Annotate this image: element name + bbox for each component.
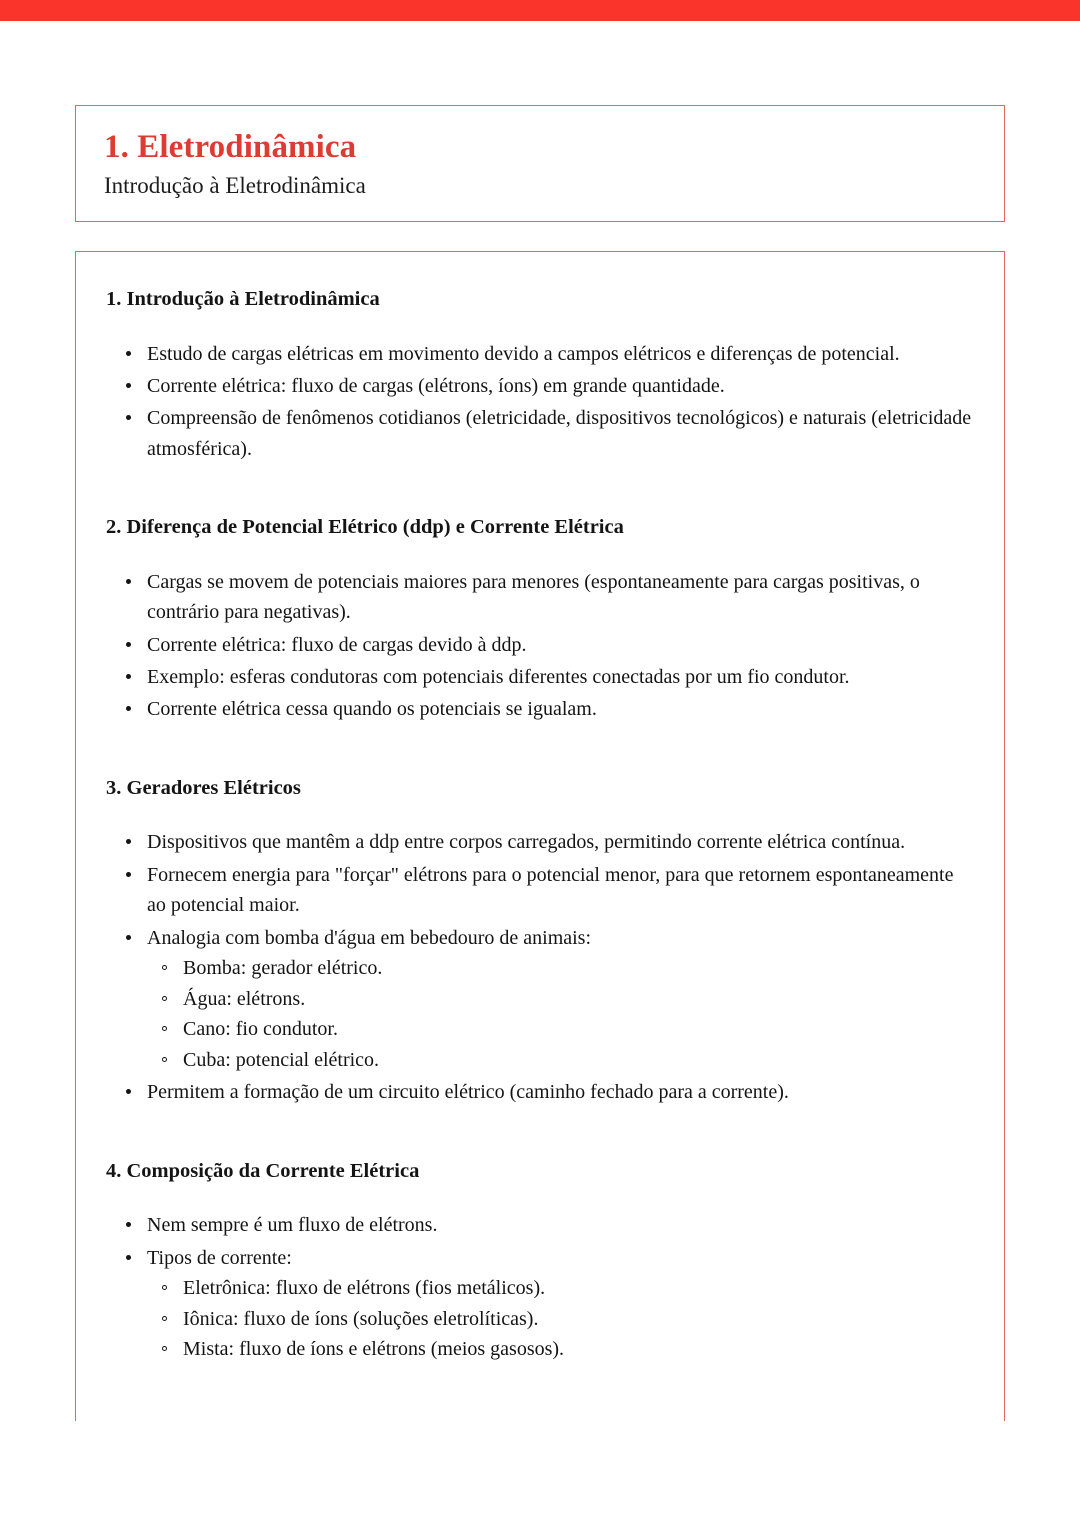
section-heading: 3. Geradores Elétricos	[106, 776, 301, 799]
sub-list-item: Eletrônica: fluxo de elétrons (fios metálicos).	[147, 1273, 974, 1304]
list-item	[106, 630, 974, 660]
list-item	[106, 403, 974, 464]
bullet-list	[106, 827, 974, 1107]
list-item-text: Cargas se movem de potenciais maiores para menores (espontaneamente para cargas positivas, o contrário para negativas).	[147, 570, 920, 624]
sub-list-item: Água: elétrons.	[147, 984, 974, 1015]
sections-container	[106, 286, 974, 1371]
sub-bullet-list	[147, 1273, 974, 1365]
section-heading: 2. Diferença de Potencial Elétrico (ddp) e Corrente Elétrica	[106, 516, 624, 539]
list-item-text: Compreensão de fenômenos cotidianos (eletricidade, dispositivos tecnológicos) e naturais (eletricidade atmosférica).	[147, 407, 972, 460]
document-body-card	[75, 251, 1005, 1421]
section-heading: 1. Introdução à Eletrodinâmica	[106, 288, 380, 311]
list-item	[106, 567, 974, 628]
content-section	[106, 514, 974, 731]
sub-list-item: Bomba: gerador elétrico.	[147, 953, 974, 984]
sub-list-item: Iônica: fluxo de íons (soluções eletrolíticas).	[147, 1304, 974, 1335]
bullet-list	[106, 1210, 974, 1365]
list-item-text: Corrente elétrica: fluxo de cargas (elétrons, íons) em grande quantidade.	[147, 375, 725, 398]
list-item-text: Nem sempre é um fluxo de elétrons.	[147, 1214, 438, 1237]
bullet-list	[106, 339, 974, 465]
list-item-text: Permitem a formação de um circuito elétrico (caminho fechado para a corrente).	[147, 1081, 789, 1104]
list-item-text: Fornecem energia para "forçar" elétrons para o potencial menor, para que retornem espontaneamente ao potencial maior.	[147, 863, 954, 917]
sub-list-item: Cano: fio condutor.	[147, 1014, 974, 1045]
list-item	[106, 662, 974, 692]
list-item	[106, 694, 974, 724]
list-item	[106, 827, 974, 857]
list-item-text: Dispositivos que mantêm a ddp entre corpos carregados, permitindo corrente elétrica contínua.	[147, 831, 906, 854]
list-item-text: Estudo de cargas elétricas em movimento devido a campos elétricos e diferenças de potencial.	[147, 342, 900, 365]
list-item	[106, 371, 974, 401]
page-subtitle: Introdução à Eletrodinâmica	[104, 173, 366, 199]
content-section	[106, 775, 974, 1114]
list-item	[106, 1210, 974, 1240]
list-item	[106, 1243, 974, 1365]
list-item	[106, 860, 974, 921]
page-title: 1. Eletrodinâmica	[104, 129, 357, 165]
list-item	[106, 1077, 974, 1107]
content-section	[106, 286, 974, 470]
top-accent-bar	[0, 0, 1080, 21]
bullet-list	[106, 567, 974, 725]
list-item-text: Corrente elétrica cessa quando os potenciais se igualam.	[147, 698, 597, 721]
list-item-text: Exemplo: esferas condutoras com potenciais diferentes conectadas por um fio condutor.	[147, 666, 850, 689]
sub-bullet-list	[147, 953, 974, 1075]
sub-list-item: Mista: fluxo de íons e elétrons (meios gasosos).	[147, 1334, 974, 1365]
list-item	[106, 923, 974, 1076]
list-item-text: Corrente elétrica: fluxo de cargas devido à ddp.	[147, 633, 527, 656]
content-section	[106, 1158, 974, 1371]
list-item-text: Analogia com bomba d'água em bebedouro de animais:	[147, 926, 592, 949]
list-item-text: Tipos de corrente:	[147, 1246, 292, 1269]
section-heading: 4. Composição da Corrente Elétrica	[106, 1159, 420, 1182]
list-item	[106, 339, 974, 369]
document-header-card	[75, 105, 1005, 222]
sub-list-item: Cuba: potencial elétrico.	[147, 1045, 974, 1076]
